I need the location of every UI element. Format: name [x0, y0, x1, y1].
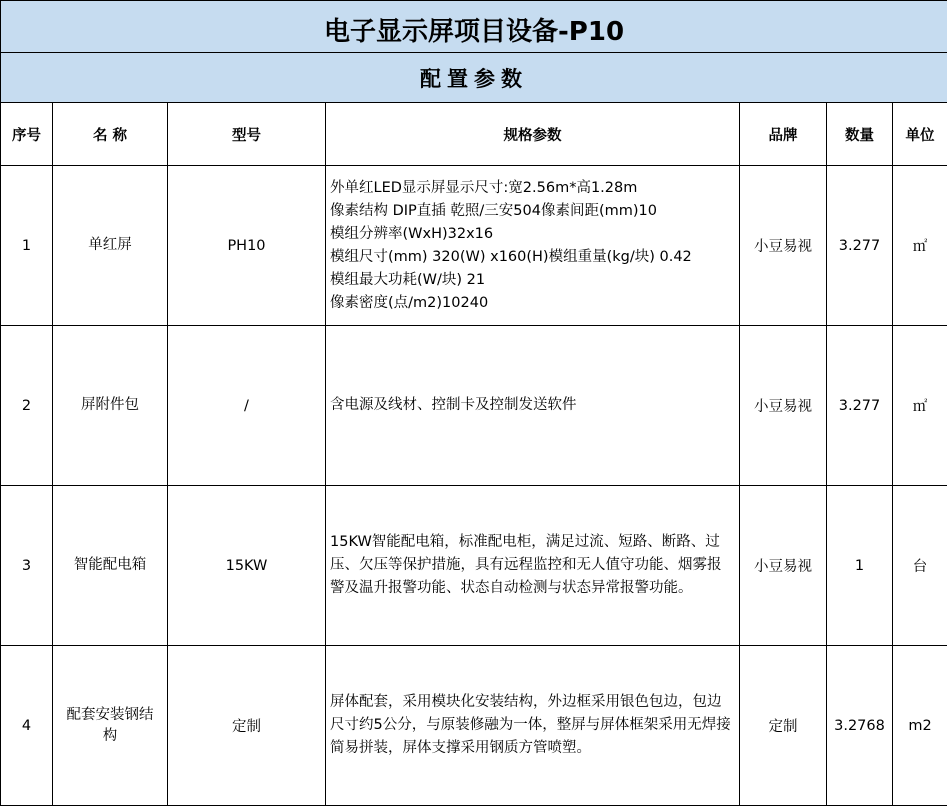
table-row — [1, 486, 947, 646]
cell-no[interactable]: 2 — [1, 326, 53, 486]
header-brand: 品牌 — [740, 103, 827, 166]
cell-name[interactable]: 单红屏 — [53, 166, 168, 326]
table-row — [1, 326, 947, 486]
spec-line: 像素结构 DIP直插 乾照/三安504像素间距(mm)10 — [330, 202, 657, 219]
cell-name[interactable]: 智能配电箱 — [53, 486, 168, 646]
spec-line: 像素密度(点/m2)10240 — [330, 294, 489, 311]
cell-model[interactable]: / — [168, 326, 326, 486]
cell-unit[interactable]: ㎡ — [893, 166, 947, 326]
spec-text: 含电源及线材、控制卡及控制发送软件 — [330, 397, 577, 413]
table-subtitle: 配置参数 — [1, 53, 947, 103]
header-no: 序号 — [1, 103, 53, 166]
cell-model[interactable]: PH10 — [168, 166, 326, 326]
cell-spec[interactable] — [326, 326, 740, 486]
spec-text: 15KW智能配电箱，标准配电柜，满足过流、短路、断路、过压、欠压等保护措施，具有远程监控和无人值守功能、烟雾报警及温升报警功能、状态自动检测与状态异常报警功能。 — [330, 534, 722, 596]
header-spec: 规格参数 — [326, 103, 740, 166]
cell-qty[interactable]: 1 — [827, 486, 893, 646]
cell-brand[interactable]: 小豆易视 — [740, 166, 827, 326]
cell-name[interactable]: 配套安装钢结构 — [53, 646, 168, 806]
spec-line: 模组最大功耗(W/块) 21 — [330, 271, 486, 288]
spec-text: 屏体配套，采用模块化安装结构，外边框采用银色包边，包边尺寸约5公分，与原装修融为一体，整屏与屏体框架采用无焊接简易拼装，屏体支撑采用钢质方管喷塑。 — [330, 694, 731, 756]
cell-brand[interactable]: 小豆易视 — [740, 326, 827, 486]
cell-spec[interactable] — [326, 646, 740, 806]
table-title: 电子显示屏项目设备-P10 — [1, 1, 947, 53]
cell-qty[interactable]: 3.2768 — [827, 646, 893, 806]
cell-qty[interactable]: 3.277 — [827, 166, 893, 326]
cell-unit[interactable]: ㎡ — [893, 326, 947, 486]
cell-no[interactable]: 3 — [1, 486, 53, 646]
header-row — [1, 103, 947, 166]
cell-brand[interactable]: 定制 — [740, 646, 827, 806]
cell-spec[interactable] — [326, 166, 740, 326]
header-unit: 单位 — [893, 103, 947, 166]
header-qty: 数量 — [827, 103, 893, 166]
cell-model[interactable]: 15KW — [168, 486, 326, 646]
cell-brand[interactable]: 小豆易视 — [740, 486, 827, 646]
header-name: 名 称 — [53, 103, 168, 166]
header-model: 型号 — [168, 103, 326, 166]
cell-name[interactable]: 屏附件包 — [53, 326, 168, 486]
cell-unit[interactable]: m2 — [893, 646, 947, 806]
spec-line: 模组分辨率(WxH)32x16 — [330, 225, 494, 242]
cell-qty[interactable]: 3.277 — [827, 326, 893, 486]
spec-line: 模组尺寸(mm) 320(W) x160(H)模组重量(kg/块) 0.42 — [330, 248, 692, 265]
table-row — [1, 646, 947, 806]
spec-line: 外单红LED显示屏显示尺寸:宽2.56m*高1.28m — [330, 179, 638, 196]
table-row — [1, 166, 947, 326]
cell-model[interactable]: 定制 — [168, 646, 326, 806]
cell-unit[interactable]: 台 — [893, 486, 947, 646]
cell-spec[interactable] — [326, 486, 740, 646]
cell-no[interactable]: 1 — [1, 166, 53, 326]
cell-no[interactable]: 4 — [1, 646, 53, 806]
